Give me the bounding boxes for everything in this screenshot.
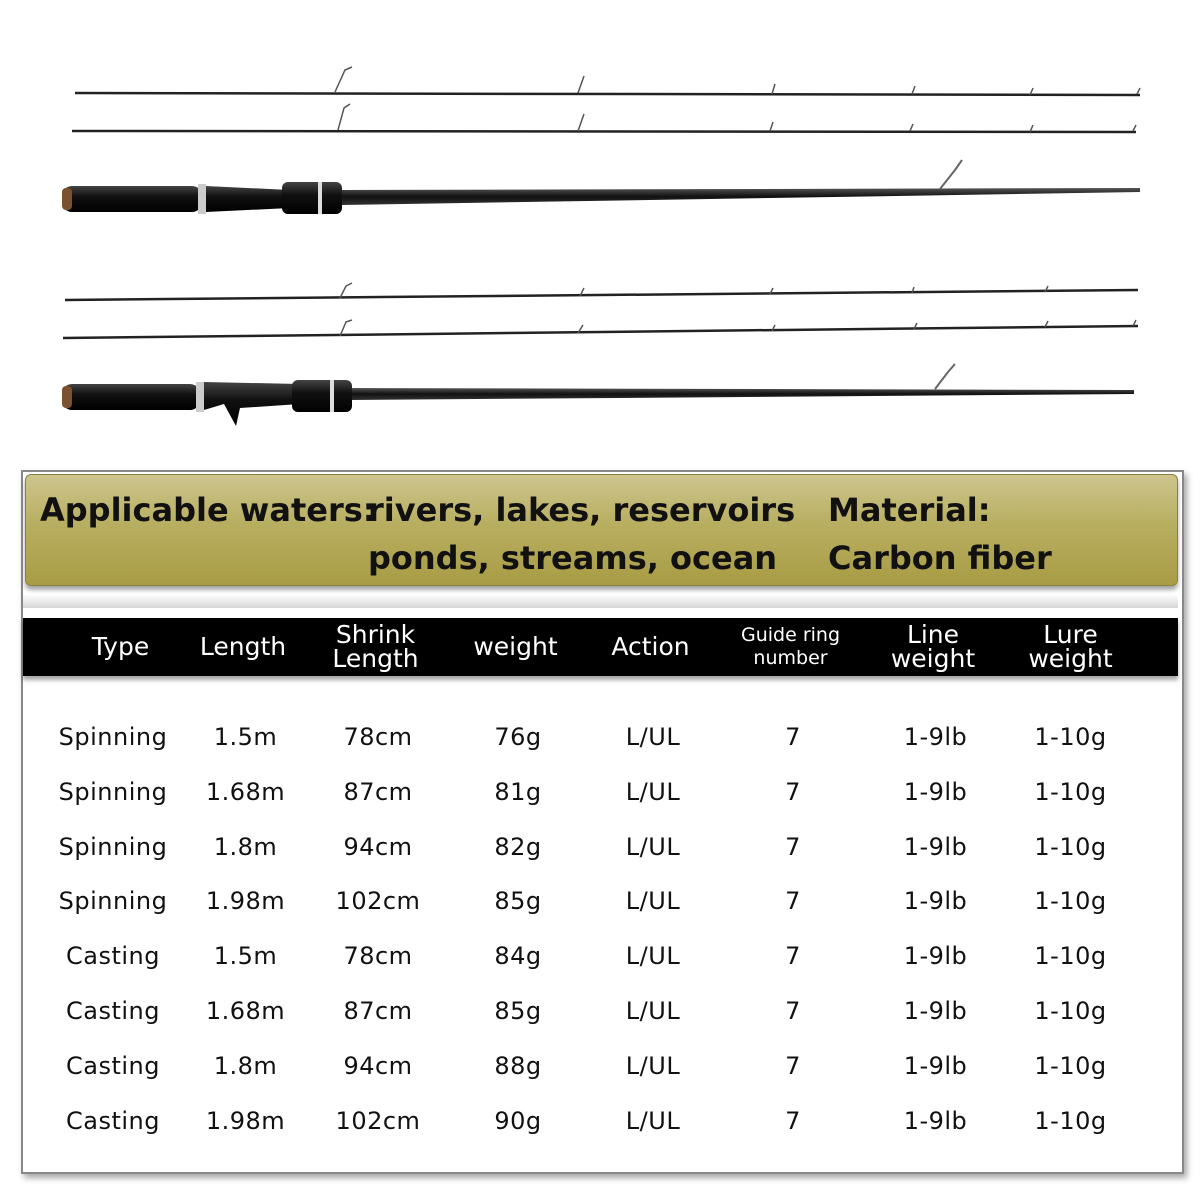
cell-action: L/UL xyxy=(625,1106,681,1135)
cell-shrink-length: 102cm xyxy=(335,887,421,916)
cell-guide-ring-number: 7 xyxy=(785,832,801,861)
cell-guide-ring-number: 7 xyxy=(785,777,801,806)
header-weight: weight xyxy=(473,632,558,661)
cell-lure-weight: 1-10g xyxy=(1034,777,1107,806)
cell-lure-weight: 1-10g xyxy=(1034,832,1107,861)
cell-action: L/UL xyxy=(625,887,681,916)
table-row xyxy=(23,1096,1178,1146)
cell-shrink-length: 78cm xyxy=(343,942,413,971)
cell-length: 1.5m xyxy=(213,942,278,971)
casting-rod-sections xyxy=(62,283,1138,426)
header-line-weight: Line weight xyxy=(890,620,976,673)
cell-lure-weight: 1-10g xyxy=(1034,723,1107,751)
cell-length: 1.98m xyxy=(205,887,286,916)
cell-guide-ring-number: 7 xyxy=(785,723,801,751)
cell-type: Casting xyxy=(66,997,160,1025)
spec-banner xyxy=(25,474,1178,586)
header-length: Length xyxy=(199,632,287,661)
rod-illustration xyxy=(0,0,1200,440)
cell-line-weight: 1-9lb xyxy=(903,997,968,1025)
cell-type: Spinning xyxy=(58,832,168,861)
cell-shrink-length: 102cm xyxy=(335,1106,421,1135)
table-row xyxy=(23,931,1178,981)
cell-line-weight: 1-9lb xyxy=(903,1106,968,1135)
cell-line-weight: 1-9lb xyxy=(903,777,968,806)
header-lure-weight: Lure weight xyxy=(1028,620,1113,673)
spinning-rod-sections xyxy=(62,67,1140,214)
material-value: Carbon fiber xyxy=(828,539,1052,577)
spec-panel xyxy=(21,470,1184,1174)
cell-shrink-length: 87cm xyxy=(343,997,413,1025)
cell-shrink-length: 78cm xyxy=(343,723,413,751)
cell-action: L/UL xyxy=(625,777,681,806)
cell-shrink-length: 94cm xyxy=(343,1051,413,1080)
table-row xyxy=(23,986,1178,1036)
waters-line-1: rivers, lakes, reservoirs xyxy=(368,491,796,529)
cell-line-weight: 1-9lb xyxy=(903,723,968,751)
header-type: Type xyxy=(91,632,150,661)
cell-weight: 88g xyxy=(494,1051,542,1080)
cell-guide-ring-number: 7 xyxy=(785,942,801,971)
table-row xyxy=(23,1041,1178,1091)
cell-weight: 76g xyxy=(494,723,542,751)
cell-weight: 84g xyxy=(494,942,542,971)
table-body xyxy=(23,712,1178,1152)
cell-lure-weight: 1-10g xyxy=(1034,887,1107,916)
header-shrink-length: Shrink Length xyxy=(332,620,419,673)
cell-guide-ring-number: 7 xyxy=(785,887,801,916)
cell-action: L/UL xyxy=(625,942,681,971)
cell-lure-weight: 1-10g xyxy=(1034,942,1107,971)
cell-weight: 90g xyxy=(494,1106,542,1135)
cell-weight: 85g xyxy=(494,997,542,1025)
cell-action: L/UL xyxy=(625,832,681,861)
cell-lure-weight: 1-10g xyxy=(1034,997,1107,1025)
waters-label: Applicable waters: xyxy=(40,491,376,529)
waters-line-2: ponds, streams, ocean xyxy=(368,539,778,577)
cell-lure-weight: 1-10g xyxy=(1034,1051,1107,1080)
cell-shrink-length: 87cm xyxy=(343,777,413,806)
table-row xyxy=(23,876,1178,926)
cell-length: 1.5m xyxy=(213,723,278,751)
cell-action: L/UL xyxy=(625,723,681,751)
cell-weight: 85g xyxy=(494,887,542,916)
cell-line-weight: 1-9lb xyxy=(903,942,968,971)
divider xyxy=(23,594,1178,608)
cell-length: 1.68m xyxy=(205,777,286,806)
table-header xyxy=(23,618,1178,676)
cell-weight: 81g xyxy=(494,777,542,806)
cell-guide-ring-number: 7 xyxy=(785,997,801,1025)
cell-length: 1.98m xyxy=(205,1106,286,1135)
header-action: Action xyxy=(611,632,690,661)
cell-type: Spinning xyxy=(58,887,168,916)
cell-type: Casting xyxy=(66,1051,160,1080)
cell-line-weight: 1-9lb xyxy=(903,887,968,916)
cell-line-weight: 1-9lb xyxy=(903,832,968,861)
cell-line-weight: 1-9lb xyxy=(903,1051,968,1080)
header-guide-ring-number: Guide ring number xyxy=(740,624,841,669)
cell-action: L/UL xyxy=(625,997,681,1025)
cell-type: Casting xyxy=(66,942,160,971)
material-label: Material: xyxy=(828,491,991,529)
cell-length: 1.8m xyxy=(213,1051,278,1080)
cell-weight: 82g xyxy=(494,832,542,861)
cell-guide-ring-number: 7 xyxy=(785,1051,801,1080)
cell-action: L/UL xyxy=(625,1051,681,1080)
cell-length: 1.8m xyxy=(213,832,278,861)
cell-shrink-length: 94cm xyxy=(343,832,413,861)
cell-type: Spinning xyxy=(58,723,168,751)
cell-type: Spinning xyxy=(58,777,168,806)
table-row xyxy=(23,767,1178,817)
cell-length: 1.68m xyxy=(205,997,286,1025)
table-row xyxy=(23,822,1178,872)
table-row xyxy=(23,712,1178,762)
cell-lure-weight: 1-10g xyxy=(1034,1106,1107,1135)
cell-guide-ring-number: 7 xyxy=(785,1106,801,1135)
cell-type: Casting xyxy=(66,1106,160,1135)
